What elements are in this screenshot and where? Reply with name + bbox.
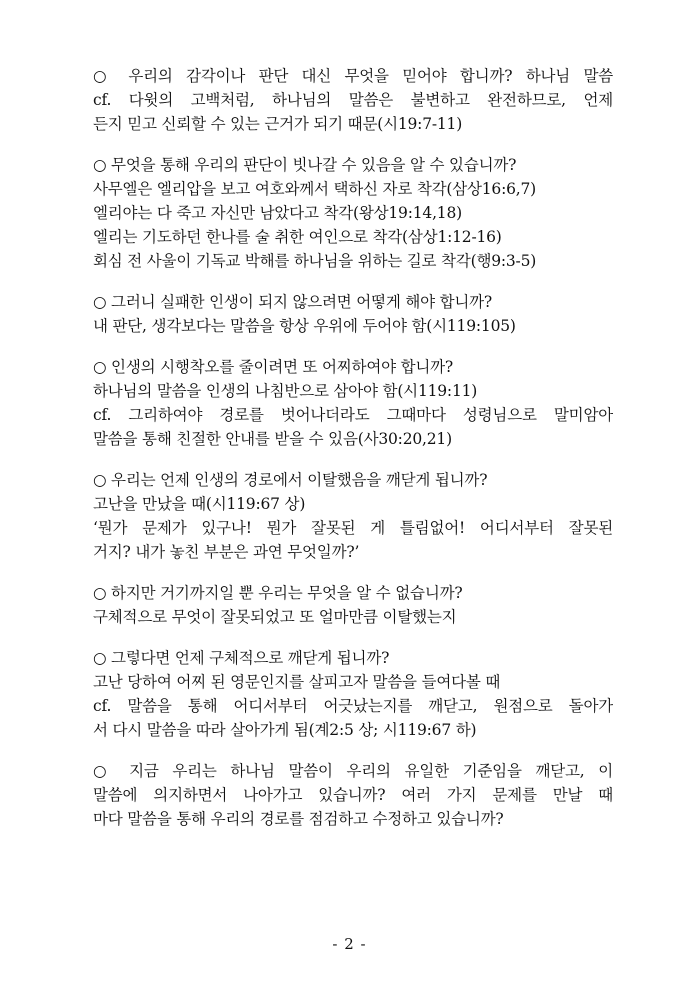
question-line: ○ 하지만 거기까지일 뿐 우리는 무엇을 알 수 없습니까? (93, 584, 463, 602)
qa-section-8 (93, 759, 613, 831)
answer-line: 고난 당하여 어찌 된 영문인지를 살피고자 말씀을 들여다볼 때 (93, 673, 501, 691)
qa-section-5 (93, 468, 613, 564)
question-line: 마다 말씀을 통해 우리의 경로를 점검하고 수정하고 있습니까? (93, 810, 504, 828)
question-line: ○ 그러니 실패한 인생이 되지 않으려면 어떻게 해야 합니까? (93, 293, 493, 311)
answer-line: cf. 다윗의 고백처럼, 하나님의 말씀은 불변하고 완전하므로, 언제 (93, 91, 613, 109)
answer-line: cf. 그리하여야 경로를 벗어나더라도 그때마다 성령님으로 말미암아 (93, 406, 613, 424)
qa-section-3 (93, 290, 613, 338)
answer-line: 엘리는 기도하던 한나를 술 취한 여인으로 착각(삼상1:12-16) (93, 228, 502, 246)
answer-line: 사무엘은 엘리압을 보고 여호와께서 택하신 자로 착각(삼상16:6,7) (93, 180, 537, 198)
answer-line: 하나님의 말씀을 인생의 나침반으로 삼아야 함(시119:11) (93, 382, 478, 400)
answer-line: cf. 말씀을 통해 어디서부터 어긋났는지를 깨닫고, 원점으로 돌아가 (93, 697, 613, 715)
question-line: ○ 우리는 언제 인생의 경로에서 이탈했음을 깨닫게 됩니까? (93, 471, 488, 489)
question-line: ○ 무엇을 통해 우리의 판단이 빗나갈 수 있음을 알 수 있습니까? (93, 156, 517, 174)
answer-line: 고난을 만났을 때(시119:67 상) (93, 495, 306, 513)
qa-section-4 (93, 355, 613, 451)
answer-line: 회심 전 사울이 기독교 박해를 하나님을 위하는 길로 착각(행9:3-5) (93, 252, 537, 270)
qa-section-6 (93, 581, 613, 629)
question-line: 말씀에 의지하면서 나아가고 있습니까? 여러 가지 문제를 만날 때 (93, 786, 613, 804)
qa-section-7 (93, 646, 613, 742)
answer-line: 내 판단, 생각보다는 말씀을 항상 우위에 두어야 함(시119:105) (93, 317, 516, 335)
answer-line: 구체적으로 무엇이 잘못되었고 또 얼마만큼 이탈했는지 (93, 608, 457, 626)
answer-line: ‘뭔가 문제가 있구나! 뭔가 잘못된 게 틀림없어! 어디서부터 잘못된 (93, 519, 613, 537)
answer-line: 든지 믿고 신뢰할 수 있는 근거가 되기 때문(시19:7-11) (93, 115, 463, 133)
question-line: ○ 우리의 감각이나 판단 대신 무엇을 믿어야 합니까? 하나님 말씀 (93, 67, 613, 85)
answer-line: 서 다시 말씀을 따라 살아가게 됨(계2:5 상; 시119:67 하) (93, 721, 477, 739)
answer-line: 엘리야는 다 죽고 자신만 남았다고 착각(왕상19:14,18) (93, 204, 462, 222)
question-line: ○ 그렇다면 언제 구체적으로 깨닫게 됩니까? (93, 649, 390, 667)
question-line: ○ 지금 우리는 하나님 말씀이 우리의 유일한 기준임을 깨닫고, 이 (93, 762, 613, 780)
answer-line: 거지? 내가 놓친 부분은 과연 무엇일까?’ (93, 543, 360, 561)
qa-section-2 (93, 153, 613, 273)
page-number: - 2 - (332, 935, 367, 953)
answer-line: 말씀을 통해 친절한 안내를 받을 수 있음(사30:20,21) (93, 430, 452, 448)
qa-section-1 (93, 64, 613, 136)
question-line: ○ 인생의 시행착오를 줄이려면 또 어찌하여야 합니까? (93, 358, 454, 376)
document-body (93, 64, 613, 848)
